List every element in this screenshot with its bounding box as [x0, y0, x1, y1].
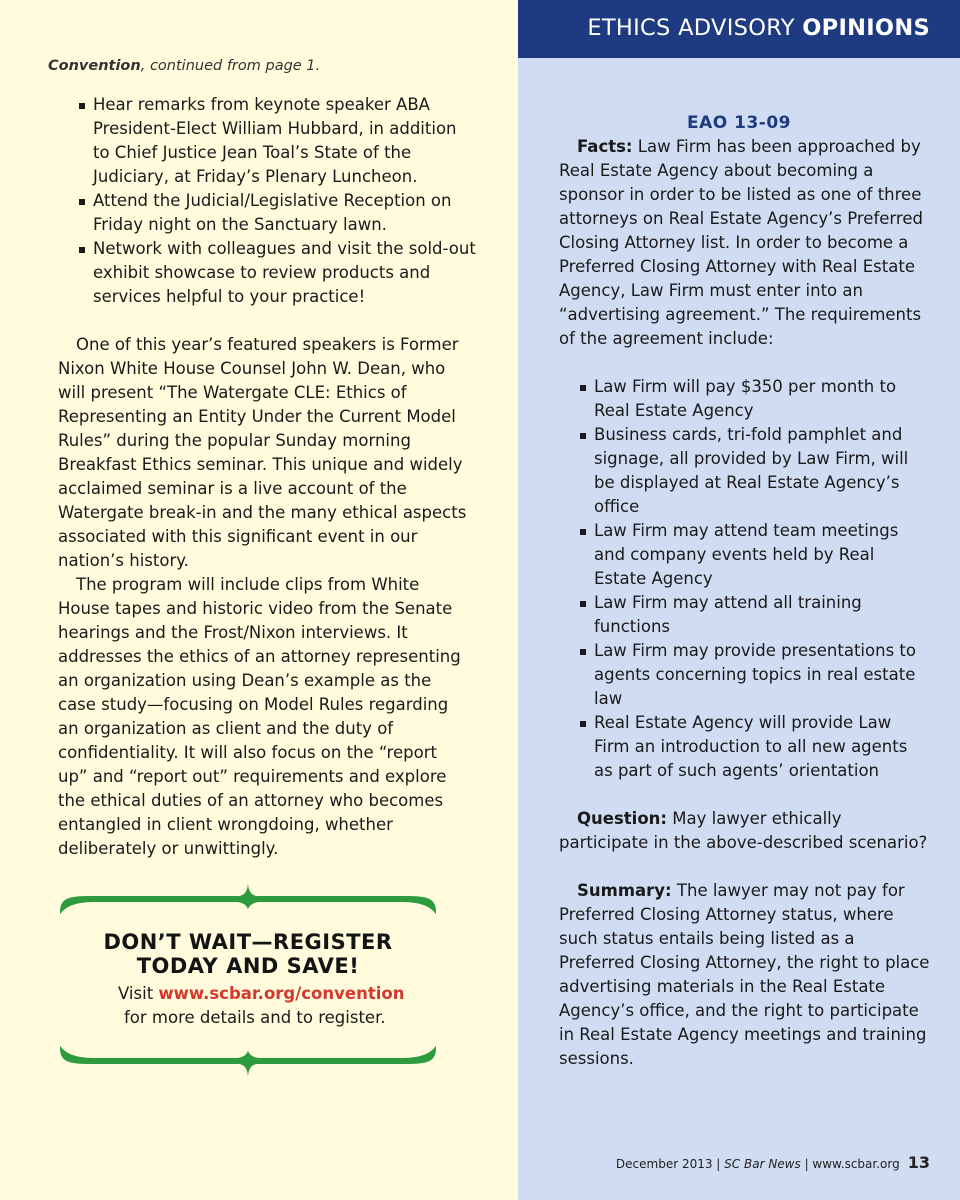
facts-text: Law Firm has been approached by Real Estate Agency about becoming a sponsor in order to be listed as one of three attorneys on Real Estate Agency’s Preferred Closing Attorney list. In order to become a Preferred Closing Attorney with Real Estate Agency, Law Firm must enter into an “advertising agreement.” The requirements of the agreement include: — [559, 137, 923, 348]
opinion-title: EAO 13-09 — [686, 113, 791, 133]
requirements-list — [577, 375, 927, 783]
paragraph: One of this year’s featured speakers is Former Nixon White House Counsel John W. Dean, who will present “The Watergate CLE: Ethics of Representing an Entity Under the Current Model Rules” during the popular Sunday morning Breakfast Ethics seminar. This unique and widely acclaimed seminar is a live account of the Watergate break-in and the many ethical aspects associated with this significant event in our nation’s history. — [58, 335, 467, 570]
banner-visit-line — [118, 982, 404, 1006]
continued-note — [48, 58, 320, 74]
continued-title: Convention — [48, 58, 141, 74]
facts-label: Facts: — [577, 137, 633, 156]
question-paragraph — [559, 807, 931, 855]
list-item: Law Firm may attend all training functions — [577, 591, 927, 639]
bracket-graphic — [56, 880, 440, 1080]
list-item: Hear remarks from keynote speaker ABA President-Elect William Hubbard, in addition to Chief Justice Jean Toal’s State of the Judiciary, at Friday’s Plenary Luncheon. — [76, 93, 476, 189]
header-bold: OPINIONS — [802, 15, 930, 41]
page-footer — [616, 1153, 930, 1172]
question-text: May lawyer ethically participate in the above-described scenario? — [559, 809, 928, 852]
banner-headline-line1: DON’T WAIT—REGISTER — [103, 930, 393, 954]
continued-rest: , continued from page 1. — [140, 58, 321, 74]
convention-bullet-list — [76, 93, 476, 309]
question-label: Question: — [577, 809, 668, 828]
list-item: Business cards, tri-fold pamphlet and signage, all provided by Law Firm, will be displayed at Real Estate Agency’s office — [577, 423, 927, 519]
convention-body — [58, 333, 468, 861]
summary-text: The lawyer may not pay for Preferred Closing Attorney status, where such status entails being listed as a Preferred Closing Attorney, the right to place advertising materials in the Real Estate Agency’s office, and the right to participate in Real Estate Agency meetings and training sessions. — [559, 881, 930, 1068]
summary-label: Summary: — [577, 881, 672, 900]
convention-link[interactable]: www.scbar.org/convention — [158, 984, 405, 1003]
banner-details: for more details and to register. — [124, 1008, 386, 1027]
page-number: 13 — [907, 1153, 930, 1172]
summary-paragraph — [559, 879, 931, 1071]
list-item: Law Firm will pay $350 per month to Real Estate Agency — [577, 375, 927, 423]
list-item: Network with colleagues and visit the sold-out exhibit showcase to review products and services helpful to your practice! — [76, 237, 476, 309]
list-item: Attend the Judicial/Legislative Reception on Friday night on the Sanctuary lawn. — [76, 189, 476, 237]
visit-label: Visit — [118, 984, 159, 1003]
list-item: Law Firm may provide presentations to agents concerning topics in real estate law — [577, 639, 927, 711]
footer-publication: SC Bar News — [724, 1157, 801, 1171]
section-header — [518, 0, 960, 58]
banner-headline-line2: TODAY AND SAVE! — [136, 954, 360, 978]
register-banner — [56, 880, 440, 1080]
list-item: Real Estate Agency will provide Law Firm an introduction to all new agents as part of such agents’ orientation — [577, 711, 927, 783]
paragraph: The program will include clips from White House tapes and historic video from the Senate hearings and the Frost/Nixon interviews. It addresses the ethics of an attorney representing an organization using Dean’s example as the case study—focusing on Model Rules regarding an organization as client and the duty of confidentiality. It will also focus on the “report up” and “report out” requirements and explore the ethical duties of an attorney who becomes entangled in client wrongdoing, whether deliberately or unwittingly. — [58, 575, 461, 858]
list-item: Law Firm may attend team meetings and company events held by Real Estate Agency — [577, 519, 927, 591]
footer-date: December 2013 | — [615, 1157, 725, 1171]
footer-site: | www.scbar.org — [800, 1157, 900, 1171]
header-light: ETHICS ADVISORY — [587, 15, 803, 41]
facts-paragraph — [559, 135, 931, 351]
banner-headline — [56, 930, 440, 978]
